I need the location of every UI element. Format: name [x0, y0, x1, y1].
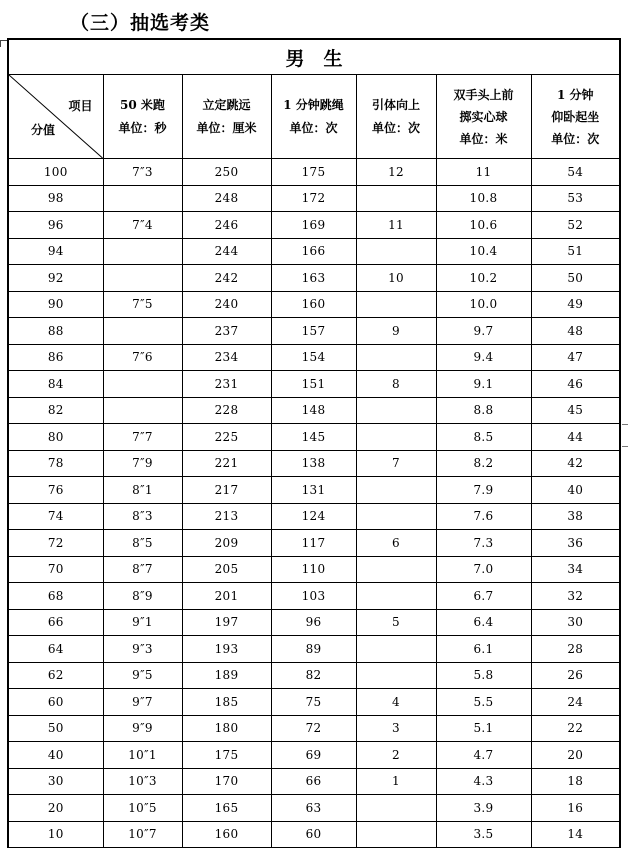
table-row	[8, 609, 620, 636]
table-row	[8, 503, 620, 530]
long-jump-cell: 180	[182, 715, 271, 742]
ball-throw-cell: 10.8	[436, 185, 531, 212]
long-jump-cell: 175	[182, 742, 271, 769]
table-row	[8, 689, 620, 716]
rope-skip-cell: 160	[271, 291, 356, 318]
ball-throw-cell: 6.7	[436, 583, 531, 610]
run-50m-cell	[103, 318, 182, 345]
sit-up-cell: 26	[531, 662, 620, 689]
long-jump-cell: 246	[182, 212, 271, 239]
run-50m-cell: 7″4	[103, 212, 182, 239]
long-jump-cell: 231	[182, 371, 271, 398]
rope-skip-cell: 66	[271, 768, 356, 795]
ball-throw-cell: 3.5	[436, 821, 531, 848]
run-50m-cell: 8″7	[103, 556, 182, 583]
ball-throw-cell: 5.5	[436, 689, 531, 716]
sit-up-cell: 18	[531, 768, 620, 795]
sit-up-cell: 42	[531, 450, 620, 477]
rope-skip-cell: 138	[271, 450, 356, 477]
table-row	[8, 662, 620, 689]
score-cell: 70	[8, 556, 103, 583]
pull-up-cell	[356, 662, 436, 689]
pull-up-cell: 7	[356, 450, 436, 477]
ball-throw-cell: 8.2	[436, 450, 531, 477]
sit-up-cell: 54	[531, 159, 620, 186]
score-table	[7, 38, 621, 848]
col-header-line: 掷实心球	[459, 109, 508, 124]
run-50m-cell: 9″7	[103, 689, 182, 716]
col-header-pull-ups	[356, 75, 436, 159]
ball-throw-cell: 10.2	[436, 265, 531, 292]
score-cell: 76	[8, 477, 103, 504]
long-jump-cell: 228	[182, 397, 271, 424]
ball-throw-cell: 5.8	[436, 662, 531, 689]
score-cell: 78	[8, 450, 103, 477]
page-corner-mark	[0, 40, 7, 47]
score-cell: 62	[8, 662, 103, 689]
col-header-line: 引体向上	[371, 97, 420, 112]
table-row	[8, 477, 620, 504]
run-50m-cell	[103, 265, 182, 292]
col-header-50m-run	[103, 75, 182, 159]
score-cell: 66	[8, 609, 103, 636]
gender-header: 男 生	[8, 39, 620, 75]
score-cell: 68	[8, 583, 103, 610]
table-row	[8, 742, 620, 769]
score-cell: 50	[8, 715, 103, 742]
table-row	[8, 583, 620, 610]
run-50m-cell: 9″3	[103, 636, 182, 663]
pull-up-cell: 5	[356, 609, 436, 636]
rope-skip-cell: 175	[271, 159, 356, 186]
ball-throw-cell: 10.0	[436, 291, 531, 318]
col-header-standing-long-jump	[182, 75, 271, 159]
score-cell: 60	[8, 689, 103, 716]
corner-label-score: 分值	[31, 123, 56, 137]
score-cell: 82	[8, 397, 103, 424]
run-50m-cell: 10″5	[103, 795, 182, 822]
long-jump-cell: 237	[182, 318, 271, 345]
rope-skip-cell: 96	[271, 609, 356, 636]
long-jump-cell: 244	[182, 238, 271, 265]
pull-up-cell	[356, 583, 436, 610]
score-cell: 94	[8, 238, 103, 265]
pull-up-cell: 11	[356, 212, 436, 239]
ball-throw-cell: 8.8	[436, 397, 531, 424]
run-50m-cell: 9″9	[103, 715, 182, 742]
pull-up-cell	[356, 397, 436, 424]
pull-up-cell	[356, 556, 436, 583]
long-jump-cell: 201	[182, 583, 271, 610]
pull-up-cell: 6	[356, 530, 436, 557]
long-jump-cell: 197	[182, 609, 271, 636]
pull-up-cell: 2	[356, 742, 436, 769]
pull-up-cell	[356, 821, 436, 848]
long-jump-cell: 193	[182, 636, 271, 663]
score-cell: 98	[8, 185, 103, 212]
col-header-unit: 单位：厘米	[196, 120, 257, 135]
long-jump-cell: 248	[182, 185, 271, 212]
score-cell: 64	[8, 636, 103, 663]
rope-skip-cell: 72	[271, 715, 356, 742]
rope-skip-cell: 69	[271, 742, 356, 769]
col-header-sit-ups	[531, 75, 620, 159]
pull-up-cell	[356, 291, 436, 318]
ball-throw-cell: 4.7	[436, 742, 531, 769]
ball-throw-cell: 11	[436, 159, 531, 186]
pull-up-cell: 10	[356, 265, 436, 292]
pull-up-cell	[356, 344, 436, 371]
score-cell: 20	[8, 795, 103, 822]
margin-tick	[622, 446, 628, 447]
col-header-unit: 单位：次	[289, 120, 338, 135]
score-cell: 74	[8, 503, 103, 530]
table-row	[8, 159, 620, 186]
long-jump-cell: 217	[182, 477, 271, 504]
run-50m-cell: 9″5	[103, 662, 182, 689]
ball-throw-cell: 10.4	[436, 238, 531, 265]
run-50m-cell: 8″9	[103, 583, 182, 610]
col-header-unit: 单位：次	[371, 120, 420, 135]
table-row	[8, 821, 620, 848]
rope-skip-cell: 157	[271, 318, 356, 345]
sit-up-cell: 53	[531, 185, 620, 212]
table-row	[8, 424, 620, 451]
rope-skip-cell: 154	[271, 344, 356, 371]
sit-up-cell: 38	[531, 503, 620, 530]
sit-up-cell: 45	[531, 397, 620, 424]
long-jump-cell: 225	[182, 424, 271, 451]
long-jump-cell: 205	[182, 556, 271, 583]
pull-up-cell	[356, 185, 436, 212]
rope-skip-cell: 110	[271, 556, 356, 583]
col-header-unit: 单位：米	[459, 131, 508, 146]
rope-skip-cell: 103	[271, 583, 356, 610]
long-jump-cell: 189	[182, 662, 271, 689]
ball-throw-cell: 7.6	[436, 503, 531, 530]
rope-skip-cell: 172	[271, 185, 356, 212]
ball-throw-cell: 3.9	[436, 795, 531, 822]
ball-throw-cell: 7.9	[436, 477, 531, 504]
rope-skip-cell: 63	[271, 795, 356, 822]
col-header-medicine-ball-throw	[436, 75, 531, 159]
pull-up-cell	[356, 503, 436, 530]
table-row	[8, 265, 620, 292]
run-50m-cell: 7″7	[103, 424, 182, 451]
pull-up-cell	[356, 424, 436, 451]
ball-throw-cell: 7.3	[436, 530, 531, 557]
table-row	[8, 371, 620, 398]
long-jump-cell: 213	[182, 503, 271, 530]
run-50m-cell: 7″9	[103, 450, 182, 477]
ball-throw-cell: 10.6	[436, 212, 531, 239]
run-50m-cell	[103, 185, 182, 212]
rope-skip-cell: 89	[271, 636, 356, 663]
long-jump-cell: 185	[182, 689, 271, 716]
long-jump-cell: 221	[182, 450, 271, 477]
ball-throw-cell: 8.5	[436, 424, 531, 451]
score-cell: 90	[8, 291, 103, 318]
ball-throw-cell: 6.1	[436, 636, 531, 663]
pull-up-cell: 9	[356, 318, 436, 345]
section-title: （三）抽选考类	[70, 12, 211, 34]
sit-up-cell: 48	[531, 318, 620, 345]
ball-throw-cell: 9.7	[436, 318, 531, 345]
table-row	[8, 768, 620, 795]
col-header-line: 1 分钟跳绳	[283, 97, 344, 112]
run-50m-cell	[103, 371, 182, 398]
sit-up-cell: 50	[531, 265, 620, 292]
pull-up-cell: 3	[356, 715, 436, 742]
sit-up-cell: 52	[531, 212, 620, 239]
sit-up-cell: 28	[531, 636, 620, 663]
table-row	[8, 450, 620, 477]
table-row	[8, 291, 620, 318]
pull-up-cell	[356, 636, 436, 663]
sit-up-cell: 49	[531, 291, 620, 318]
sit-up-cell: 47	[531, 344, 620, 371]
table-row	[8, 344, 620, 371]
ball-throw-cell: 7.0	[436, 556, 531, 583]
pull-up-cell: 1	[356, 768, 436, 795]
ball-throw-cell: 5.1	[436, 715, 531, 742]
long-jump-cell: 165	[182, 795, 271, 822]
table-row	[8, 212, 620, 239]
table-row	[8, 556, 620, 583]
pull-up-cell	[356, 795, 436, 822]
pull-up-cell	[356, 477, 436, 504]
long-jump-cell: 250	[182, 159, 271, 186]
sit-up-cell: 22	[531, 715, 620, 742]
ball-throw-cell: 4.3	[436, 768, 531, 795]
run-50m-cell: 8″1	[103, 477, 182, 504]
sit-up-cell: 14	[531, 821, 620, 848]
sit-up-cell: 36	[531, 530, 620, 557]
run-50m-cell: 7″3	[103, 159, 182, 186]
sit-up-cell: 40	[531, 477, 620, 504]
sit-up-cell: 46	[531, 371, 620, 398]
pull-up-cell	[356, 238, 436, 265]
col-header-unit: 单位：次	[551, 131, 600, 146]
rope-skip-cell: 124	[271, 503, 356, 530]
long-jump-cell: 170	[182, 768, 271, 795]
table-row	[8, 397, 620, 424]
rope-skip-cell: 60	[271, 821, 356, 848]
run-50m-cell: 7″5	[103, 291, 182, 318]
table-row	[8, 795, 620, 822]
long-jump-cell: 240	[182, 291, 271, 318]
sit-up-cell: 16	[531, 795, 620, 822]
run-50m-cell: 10″7	[103, 821, 182, 848]
run-50m-cell	[103, 397, 182, 424]
rope-skip-cell: 145	[271, 424, 356, 451]
run-50m-cell: 10″3	[103, 768, 182, 795]
score-cell: 84	[8, 371, 103, 398]
score-cell: 96	[8, 212, 103, 239]
score-table-body	[8, 159, 620, 848]
col-header-line: 50 米跑	[120, 97, 165, 112]
margin-tick	[622, 424, 628, 425]
col-header-unit: 单位：秒	[118, 120, 167, 135]
rope-skip-cell: 82	[271, 662, 356, 689]
col-header-line: 1 分钟	[557, 87, 594, 102]
ball-throw-cell: 9.1	[436, 371, 531, 398]
col-header-line: 双手头上前	[453, 87, 514, 102]
run-50m-cell: 8″5	[103, 530, 182, 557]
rope-skip-cell: 169	[271, 212, 356, 239]
long-jump-cell: 242	[182, 265, 271, 292]
rope-skip-cell: 163	[271, 265, 356, 292]
score-cell: 100	[8, 159, 103, 186]
rope-skip-cell: 117	[271, 530, 356, 557]
rope-skip-cell: 166	[271, 238, 356, 265]
sit-up-cell: 24	[531, 689, 620, 716]
run-50m-cell: 7″6	[103, 344, 182, 371]
run-50m-cell: 9″1	[103, 609, 182, 636]
score-cell: 72	[8, 530, 103, 557]
table-row	[8, 715, 620, 742]
score-cell: 40	[8, 742, 103, 769]
rope-skip-cell: 131	[271, 477, 356, 504]
score-cell: 80	[8, 424, 103, 451]
sit-up-cell: 32	[531, 583, 620, 610]
score-cell: 10	[8, 821, 103, 848]
table-row	[8, 185, 620, 212]
run-50m-cell	[103, 238, 182, 265]
score-cell: 92	[8, 265, 103, 292]
sit-up-cell: 44	[531, 424, 620, 451]
table-row	[8, 238, 620, 265]
long-jump-cell: 234	[182, 344, 271, 371]
sit-up-cell: 20	[531, 742, 620, 769]
corner-header-cell	[8, 75, 103, 159]
rope-skip-cell: 75	[271, 689, 356, 716]
pull-up-cell: 12	[356, 159, 436, 186]
sit-up-cell: 34	[531, 556, 620, 583]
col-header-line: 仰卧起坐	[551, 109, 600, 124]
long-jump-cell: 160	[182, 821, 271, 848]
pull-up-cell: 4	[356, 689, 436, 716]
score-cell: 88	[8, 318, 103, 345]
run-50m-cell: 8″3	[103, 503, 182, 530]
table-row	[8, 530, 620, 557]
run-50m-cell: 10″1	[103, 742, 182, 769]
sit-up-cell: 51	[531, 238, 620, 265]
ball-throw-cell: 9.4	[436, 344, 531, 371]
score-cell: 86	[8, 344, 103, 371]
pull-up-cell: 8	[356, 371, 436, 398]
sit-up-cell: 30	[531, 609, 620, 636]
ball-throw-cell: 6.4	[436, 609, 531, 636]
col-header-rope-skipping	[271, 75, 356, 159]
long-jump-cell: 209	[182, 530, 271, 557]
corner-label-item: 项目	[68, 99, 93, 113]
table-row	[8, 318, 620, 345]
col-header-line: 立定跳远	[202, 97, 251, 112]
rope-skip-cell: 151	[271, 371, 356, 398]
score-cell: 30	[8, 768, 103, 795]
table-row	[8, 636, 620, 663]
rope-skip-cell: 148	[271, 397, 356, 424]
